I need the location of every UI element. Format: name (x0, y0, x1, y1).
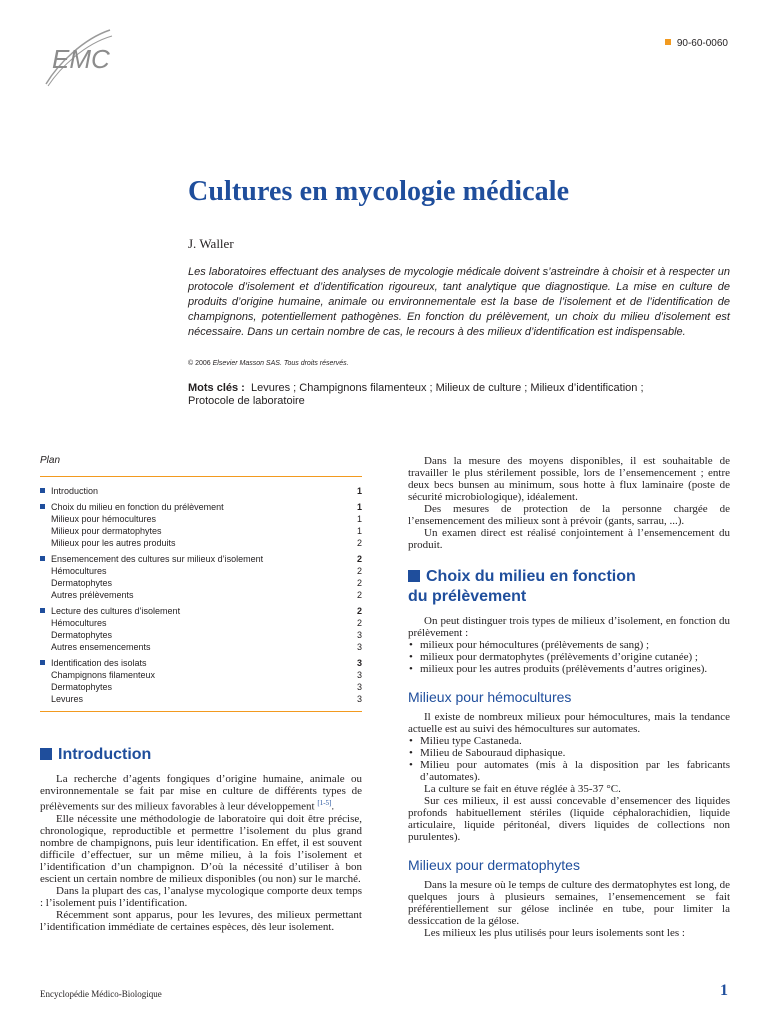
plan-item[interactable] (40, 525, 362, 537)
list-item: • milieux pour les autres produits (prélèvements d’autres origines). (420, 663, 730, 675)
plan-item-page: 3 (356, 642, 362, 652)
plan-item-page: 2 (356, 618, 362, 628)
copyright-notice: © 2006 Elsevier Masson SAS. Tous droits réservés. (188, 360, 349, 367)
article-author: J. Waller (188, 236, 234, 251)
hemocultures-heading: Milieux pour hémocultures (408, 689, 572, 705)
derma-paragraph: Dans la mesure où le temps de culture des dermatophytes est long, de quelques jours à plusieurs semaines, l’ensemencement se fait préférentiellement sur gélose inclinée en tube, pour limiter la dessiccation de la gélose. (408, 879, 730, 927)
plan-item-label: Dermatophytes (51, 630, 113, 640)
plan-item[interactable] (40, 485, 362, 497)
plan-item-label: Autres prélèvements (51, 590, 134, 600)
plan-item[interactable] (40, 565, 362, 577)
plan-item[interactable] (40, 617, 362, 629)
plan-item-page: 1 (356, 514, 362, 524)
list-item: • Milieu type Castaneda. (420, 735, 730, 747)
plan-item[interactable] (40, 669, 362, 681)
plan-item-page: 2 (356, 538, 362, 548)
plan-item-label: Milieux pour hémocultures (51, 514, 157, 524)
hemo-paragraph: Il existe de nombreux milieux pour hémocultures, mais la tendance actuelle est au suivi des hémocultures sur automates. (408, 711, 730, 735)
intro-paragraph-4: Récemment sont apparus, pour les levures, des milieux permettant l’identification immédiate de certaines espèces, dès leur isolement. (40, 908, 362, 933)
plan-item-label: Autres ensemencements (51, 642, 151, 652)
plan-item[interactable] (40, 589, 362, 601)
plan-item-page: 2 (356, 554, 362, 564)
plan-divider-bottom (40, 711, 362, 712)
intro-paragraph-3: Dans la plupart des cas, l’analyse mycologique comporte deux temps : l’isolement puis l’identification. (40, 884, 362, 909)
plan-item-label: Ensemencement des cultures sur milieux d’isolement (40, 553, 263, 565)
keywords: Mots clés : Levures ; Champignons filamenteux ; Milieux de culture ; Milieux d’identification ; Protocole de laboratoire (188, 382, 644, 407)
list-item: • Milieu pour automates (mis à la disposition par les fabricants d’automates). (420, 759, 730, 783)
plan-item-label: Hémocultures (51, 618, 107, 628)
plan-item-page: 3 (356, 658, 362, 668)
plan-item[interactable] (40, 641, 362, 653)
choix-heading: Choix du milieu en fonction du prélèvement (408, 568, 636, 605)
plan-item-label: Dermatophytes (51, 682, 113, 692)
blue-square-icon (40, 748, 52, 760)
hemo-paragraph-2: La culture se fait en étuve réglée à 35-37 °C. (424, 783, 621, 795)
emc-logo (38, 24, 118, 94)
plan-divider-top (40, 476, 362, 477)
right-column (408, 455, 730, 939)
plan-item-label: Dermatophytes (51, 578, 113, 588)
plan-item[interactable] (40, 553, 362, 565)
plan-item-page: 1 (356, 486, 362, 496)
intro-paragraph-1: La recherche d’agents fongiques d’origine humaine, animale ou environnementale se fait par mise en culture de différents types de prélèvements sur des milieux favorables à leur développement [1-5]. (40, 773, 362, 813)
plan-item-page: 2 (356, 590, 362, 600)
plan-item-label: Lecture des cultures d’isolement (40, 605, 180, 617)
choix-list (408, 639, 730, 675)
plan-item-page: 3 (356, 630, 362, 640)
plan-item-label: Introduction (40, 485, 98, 497)
list-item: • milieux pour hémocultures (prélèvements de sang) ; (420, 639, 730, 651)
plan-item[interactable] (40, 681, 362, 693)
plan-item[interactable] (40, 501, 362, 513)
document-reference: 90-60-0060 (665, 38, 728, 49)
plan-item-page: 3 (356, 682, 362, 692)
plan-item-page: 2 (356, 606, 362, 616)
plan-item[interactable] (40, 693, 362, 705)
plan-item-page: 1 (356, 502, 362, 512)
derma-paragraph-2: Les milieux les plus utilisés pour leurs isolements sont les : (424, 927, 685, 939)
plan-item-page: 1 (356, 526, 362, 536)
plan-item[interactable] (40, 657, 362, 669)
intro-paragraph-2: Elle nécessite une méthodologie de laboratoire qui doit être précise, chronologique, reproductible et permettre l’isolement du plus grand nombre de champignons, puis leur identification. En effet, il est souvent difficile d’effectuer, sur un même milieu, à la fois l’isolement et l’identification d’un champignon. D’où la nécessité d’utiliser à bon escient un certain nombre de milieux disponibles (ou non) sur le marché. (40, 812, 362, 885)
list-item: • Milieu de Sabouraud diphasique. (420, 747, 730, 759)
footer-journal: Encyclopédie Médico-Biologique (40, 989, 162, 999)
plan-item-page: 2 (356, 578, 362, 588)
article-abstract: Les laboratoires effectuant des analyses de mycologie médicale doivent s’astreindre à choisir et à respecter un protocole d’isolement et d’identification rigoureux, tant analytique que diagnostique. La mise en culture de produits d’origine humaine, animale ou environnementale est la base de l’isolement et de l’identification de champignons, potentiellement pathogènes. En fonction du prélèvement, un choix du milieu d’isolement est nécessaire. Dans un certain nombre de cas, le recours à des milieux d’identification est indispensable. (188, 266, 730, 338)
page-number: 1 (720, 982, 728, 999)
plan-item-label: Identification des isolats (40, 657, 147, 669)
plan-item[interactable] (40, 605, 362, 617)
plan-item[interactable] (40, 513, 362, 525)
hemo-list (408, 735, 730, 783)
svg-text:EMC: EMC (52, 44, 110, 74)
introduction-heading: Introduction (40, 745, 362, 765)
orange-square-icon (665, 39, 671, 45)
plan-item-label: Milieux pour les autres produits (51, 538, 176, 548)
dermatophytes-heading: Milieux pour dermatophytes (408, 857, 580, 873)
list-item: • milieux pour dermatophytes (prélèvements d’origine cutanée) ; (420, 651, 730, 663)
table-of-contents (40, 455, 362, 712)
citation-ref[interactable]: [1-5] (317, 799, 332, 807)
article-title: Cultures en mycologie médicale (188, 176, 570, 207)
right-paragraph-3: Un examen direct est réalisé conjointement à l’ensemencement du produit. (408, 527, 730, 551)
plan-item[interactable] (40, 629, 362, 641)
plan-item[interactable] (40, 577, 362, 589)
keywords-label: Mots clés : (188, 382, 245, 394)
right-paragraph-2: Des mesures de protection de la personne chargée de l’ensemencement des milieux sont à prévoir (gants, sarrau, ...). (408, 503, 730, 527)
blue-square-icon (408, 570, 420, 582)
plan-item-page: 2 (356, 566, 362, 576)
choix-paragraph: On peut distinguer trois types de milieux d’isolement, en fonction du prélèvement : (408, 615, 730, 639)
right-paragraph-1: Dans la mesure des moyens disponibles, il est souhaitable de travailler le plus stérilement possible, lors de l’ensemencement ; entre deux becs bunsen au minimum, sous hotte à flux laminaire (poste de sécurité microbiologique), idéalement. (408, 455, 730, 503)
plan-item-label: Hémocultures (51, 566, 107, 576)
plan-title: Plan (40, 455, 61, 466)
plan-item-label: Milieux pour dermatophytes (51, 526, 162, 536)
plan-item[interactable] (40, 537, 362, 549)
introduction-section (40, 745, 362, 933)
hemo-paragraph-3: Sur ces milieux, il est aussi concevable d’ensemencer des liquides profonds habituellement stériles (liquide céphalorachidien, liquide articulaire, liquide péritonéal, divers liquides de collections non purulentes). (408, 795, 730, 843)
plan-item-label: Levures (51, 694, 84, 704)
plan-item-label: Champignons filamenteux (51, 670, 156, 680)
plan-item-label: Choix du milieu en fonction du prélèvement (40, 501, 224, 513)
plan-item-page: 3 (356, 670, 362, 680)
plan-item-page: 3 (356, 694, 362, 704)
